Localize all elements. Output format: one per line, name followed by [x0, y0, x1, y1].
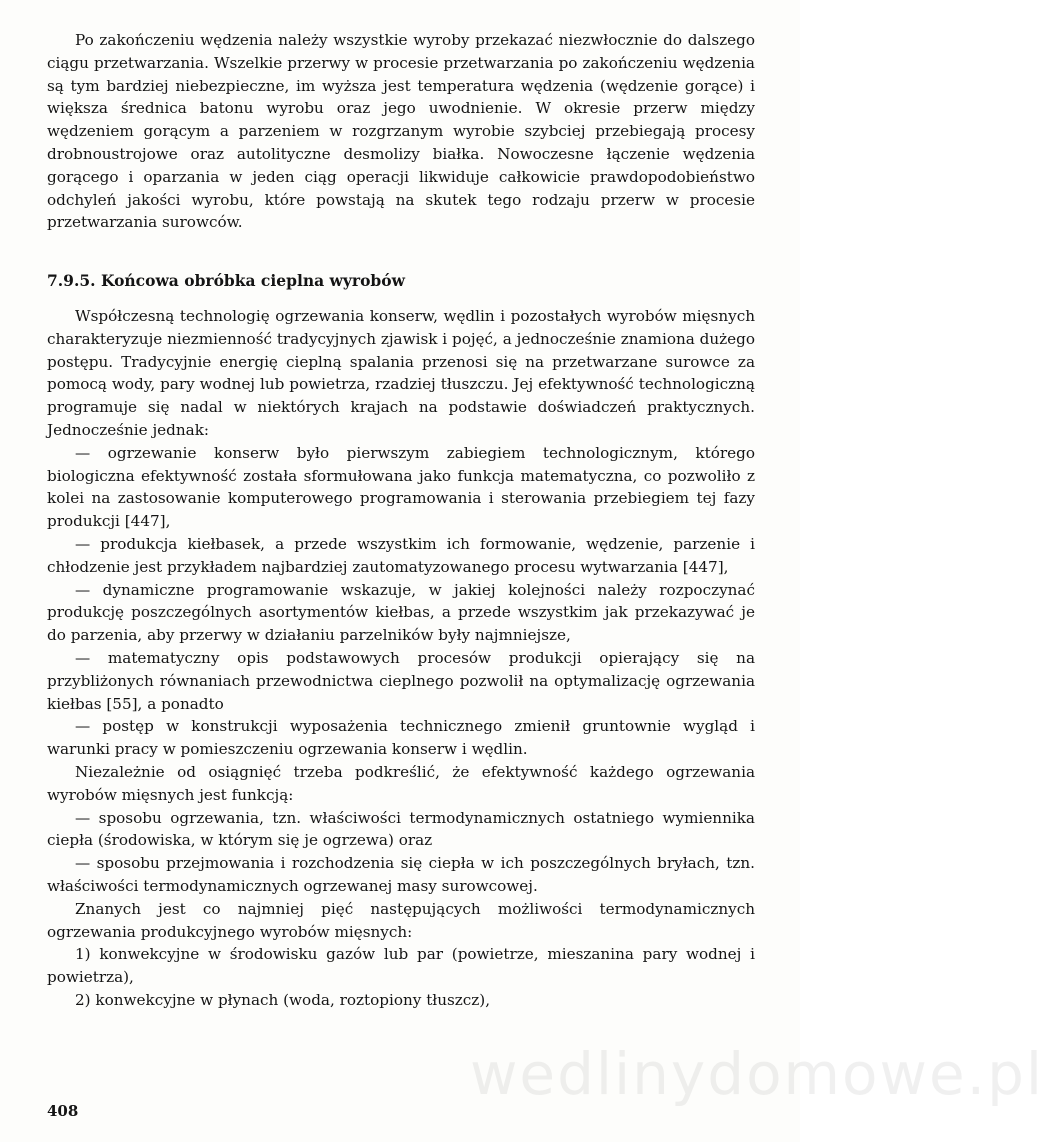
section-heading: 7.9.5. Końcowa obróbka cieplna wyrobów: [47, 271, 405, 290]
methods-list-item: 1) konwekcyjne w środowisku gazów lub par (powietrze, mieszanina pary wodnej i powietrza),: [47, 945, 755, 987]
methods-paragraph: Znanych jest co najmniej pięć następujących możliwości termodynamicznych ogrzewania produkcyjnego wyrobów mięsnych:: [47, 899, 755, 941]
efficiency-paragraph: Niezależnie od osiągnięć trzeba podkreślić, że efektywność każdego ogrzewania wyrobów mięsnych jest funkcją:: [47, 762, 755, 804]
efficiency-list-item: — sposobu ogrzewania, tzn. właściwości termodynamicznych ostatniego wymiennika ciepła (środowiska, w którym się je ogrzewa) oraz: [47, 808, 755, 850]
progress-list-item: — matematyczny opis podstawowych procesów produkcji opierający się na przybliżonych równaniach przewodnictwa cieplnego pozwolił na optymalizację ogrzewania kiełbas [55], a ponadto: [47, 648, 755, 713]
progress-list-item: — postęp w konstrukcji wyposażenia technicznego zmienił gruntownie wygląd i warunki pracy w pomieszczeniu ogrzewania konserw i wędlin.: [47, 717, 755, 759]
progress-list-item: — ogrzewanie konserw było pierwszym zabiegiem technologicznym, którego biologiczna efektywność została sformułowana jako funkcja matematyczna, co pozwoliło z kolei na zastosowanie komputerowego programowania i sterowania przebiegiem tej fazy produkcji [447],: [47, 443, 755, 531]
efficiency-list-item: — sposobu przejmowania i rozchodzenia się ciepła w ich poszczególnych bryłach, tzn. właściwości termodynamicznych ogrzewanej masy surowcowej.: [47, 854, 755, 895]
progress-list-item: — dynamiczne programowanie wskazuje, w jakiej kolejności należy rozpoczynać produkcję poszczególnych asortymentów kiełbas, a przede wszystkim jak przekazywać je do parzenia, aby przerwy w działaniu parzelników były najmniejsze,: [47, 580, 755, 645]
intro-paragraph: Po zakończeniu wędzenia należy wszystkie wyroby przekazać niezwłocznie do dalszego ciągu przetwarzania. Wszelkie przerwy w procesie przetwarzania po zakończeniu wędzenia są tym bardziej niebezpieczne, im wyższa jest temperatura wędzenia (wędzenie gorące) i większa średnica batonu wyrobu oraz jego uwodnienie. W okresie przerw między wędzeniem gorącym a parzeniem w rozgrzanym wyrobie szybciej przebiegają procesy drobnoustrojowe oraz autolityczne desmolizy białka. Nowoczesne łączenie wędzenia gorącego i oparzania w jeden ciąg operacji likwiduje całkowicie prawdopodobieństwo odchyleń jakości wyrobu, które powstają na skutek tego rodzaju przerw w procesie przetwarzania surowców.: [47, 31, 755, 232]
progress-list-item: — produkcja kiełbasek, a przede wszystkim ich formowanie, wędzenie, parzenie i chłodzenie jest przykładem najbardziej zautomatyzowanego procesu wytwarzania [447],: [47, 534, 755, 576]
section-text-block: [47, 305, 755, 1012]
section-paragraph: Współczesną technologię ogrzewania konserw, wędlin i pozostałych wyrobów mięsnych charakteryzuje niezmienność tradycyjnych zjawisk i pojęć, a jednocześnie znamiona dużego postępu. Tradycyjnie energię cieplną spalania przenosi się na przetwarzane surowce za pomocą wody, pary wodnej lub powietrza, rzadziej tłuszczu. Jej efektywność technologiczną programuje się nadal w niektórych krajach na podstawie doświadczeń praktycznych. Jednocześnie jednak:: [47, 307, 755, 439]
watermark: wedlinydomowe.pl: [470, 1040, 1044, 1108]
page-number: 408: [47, 1102, 79, 1120]
intro-text-block: [47, 29, 755, 234]
methods-list-item: 2) konwekcyjne w płynach (woda, roztopiony tłuszcz),: [75, 990, 491, 1009]
